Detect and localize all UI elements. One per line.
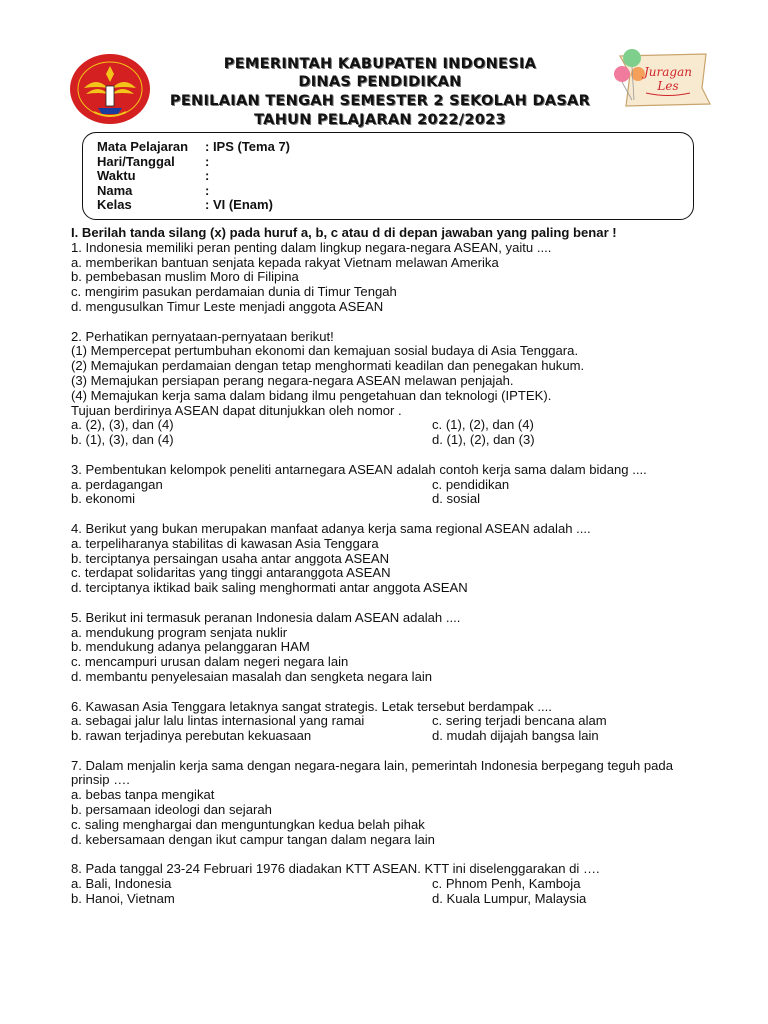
option-d: d. mengusulkan Timur Leste menjadi anggota ASEAN [71, 298, 384, 314]
options-grid [71, 478, 711, 508]
info-label: Hari/Tanggal [97, 153, 175, 169]
option-d: d. kebersamaan dengan ikut campur tangan dalam negara lain [71, 831, 435, 847]
statement-3: (3) Memajukan persiapan perang negara-negara ASEAN melawan penjajah. [71, 372, 514, 388]
info-label: Nama [97, 182, 133, 198]
info-value: : [205, 153, 210, 169]
option-c: c. pendidikan [432, 476, 510, 492]
statement-4: (4) Memajukan kerja sama dalam bidang ilmu pengetahuan dan teknologi (IPTEK). [71, 387, 552, 403]
option-d: d. Kuala Lumpur, Malaysia [432, 890, 587, 906]
question-8 [71, 862, 711, 906]
juragan-les-logo [606, 44, 714, 118]
info-value: : VI (Enam) [205, 197, 273, 212]
document-header [0, 0, 768, 130]
option-b: b. mendukung adanya pelanggaran HAM [71, 639, 310, 655]
info-value: : [205, 168, 210, 183]
statement-1: (1) Mempercepat pertumbuhan ekonomi dan kemajuan sosial budaya di Asia Tenggara. [71, 343, 579, 359]
option-a: a. (2), (3), dan (4) [71, 417, 174, 433]
option-b: b. terciptanya persaingan usaha antar anggota ASEAN [71, 550, 390, 566]
question-text: 3. Pembentukan kelompok peneliti antarnegara ASEAN adalah contoh kerja sama dalam bidang .... [71, 461, 647, 477]
question-prompt: Tujuan berdirinya ASEAN dapat ditunjukkan oleh nomor . [71, 402, 402, 418]
question-2 [71, 330, 711, 448]
options-grid [71, 418, 711, 448]
statement-2: (2) Memajukan perdamaian dengan tetap menghormati keadilan dan penegakan hukum. [71, 358, 585, 374]
option-a: a. perdagangan [71, 476, 163, 492]
option-d: d. sosial [432, 491, 481, 507]
info-value: : IPS (Tema 7) [205, 139, 291, 154]
question-text: 8. Pada tanggal 23-24 Februari 1976 diadakan KTT ASEAN. KTT ini diselenggarakan di …. [71, 861, 600, 877]
options-grid [71, 714, 711, 744]
option-a: a. mendukung program senjata nuklir [71, 624, 288, 640]
question-text: 6. Kawasan Asia Tenggara letaknya sangat strategis. Letak tersebut berdampak .... [71, 698, 552, 714]
options-grid [71, 877, 711, 907]
option-b: b. pembebasan muslim Moro di Filipina [71, 269, 299, 285]
option-b: b. rawan terjadinya perebutan kekuasaan [71, 728, 312, 744]
option-b: b. Hanoi, Vietnam [71, 890, 175, 906]
info-label: Kelas [97, 197, 132, 212]
student-info-box [82, 132, 694, 220]
option-b: b. ekonomi [71, 491, 136, 507]
info-label: Mata Pelajaran [97, 139, 189, 154]
question-text: 2. Perhatikan pernyataan-pernyataan berikut! [71, 328, 334, 344]
question-3 [71, 463, 711, 507]
question-6 [71, 700, 711, 744]
option-a: a. memberikan bantuan senjata kepada rakyat Vietnam melawan Amerika [71, 254, 499, 270]
option-a: a. Bali, Indonesia [71, 876, 172, 892]
option-d: d. (1), (2), dan (3) [432, 432, 535, 448]
option-d: d. membantu penyelesaian masalah dan sengketa negara lain [71, 668, 433, 684]
question-text: 4. Berikut yang bukan merupakan manfaat adanya kerja sama regional ASEAN adalah .... [71, 520, 591, 536]
header-title-1: PEMERINTAH KABUPATEN INDONESIA [223, 56, 537, 72]
option-c: c. mencampuri urusan dalam negeri negara lain [71, 654, 349, 670]
option-b: b. persamaan ideologi dan sejarah [71, 802, 272, 818]
option-c: c. saling menghargai dan menguntungkan kedua belah pihak [71, 816, 425, 832]
instruction: I. Berilah tanda silang (x) pada huruf a, b, c atau d di depan jawaban yang paling benar ! [71, 225, 617, 240]
info-label: Waktu [97, 168, 136, 183]
option-d: d. mudah dijajah bangsa lain [432, 728, 599, 744]
question-text: 1. Indonesia memiliki peran penting dalam lingkup negara-negara ASEAN, yaitu .... [71, 239, 552, 255]
question-text: 7. Dalam menjalin kerja sama dengan negara-negara lain, pemerintah Indonesia berpegang teguh pada prinsip …. [71, 757, 673, 788]
option-b: b. (1), (3), dan (4) [71, 432, 174, 448]
exam-content [71, 226, 711, 907]
option-d: d. terciptanya iktikad baik saling menghormati antar anggota ASEAN [71, 580, 468, 596]
tut-wuri-handayani-logo [68, 52, 152, 126]
info-value: : [205, 182, 210, 198]
option-c: c. (1), (2), dan (4) [432, 417, 534, 433]
option-c: c. terdapat solidaritas yang tinggi antaranggota ASEAN [71, 565, 391, 581]
option-a: a. terpeliharanya stabilitas di kawasan Asia Tenggara [71, 535, 379, 551]
header-title-4: TAHUN PELAJARAN 2022/2023 [254, 112, 506, 128]
option-a: a. bebas tanpa mengikat [71, 787, 215, 803]
option-c: c. sering terjadi bencana alam [432, 713, 607, 729]
les-text: Les [657, 79, 679, 93]
header-title-2: DINAS PENDIDIKAN [298, 74, 462, 90]
question-7 [71, 759, 711, 848]
header-title-3: PENILAIAN TENGAH SEMESTER 2 SEKOLAH DASAR [169, 93, 591, 109]
question-5 [71, 611, 711, 685]
juragan-text: Juragan [644, 65, 692, 79]
option-c: c. mengirim pasukan perdamaian dunia di Timur Tengah [71, 284, 397, 300]
question-4 [71, 522, 711, 596]
question-text: 5. Berikut ini termasuk peranan Indonesia dalam ASEAN adalah .... [71, 609, 461, 625]
option-a: a. sebagai jalur lalu lintas internasional yang ramai [71, 713, 365, 729]
question-1 [71, 241, 711, 315]
option-c: c. Phnom Penh, Kamboja [432, 876, 581, 892]
